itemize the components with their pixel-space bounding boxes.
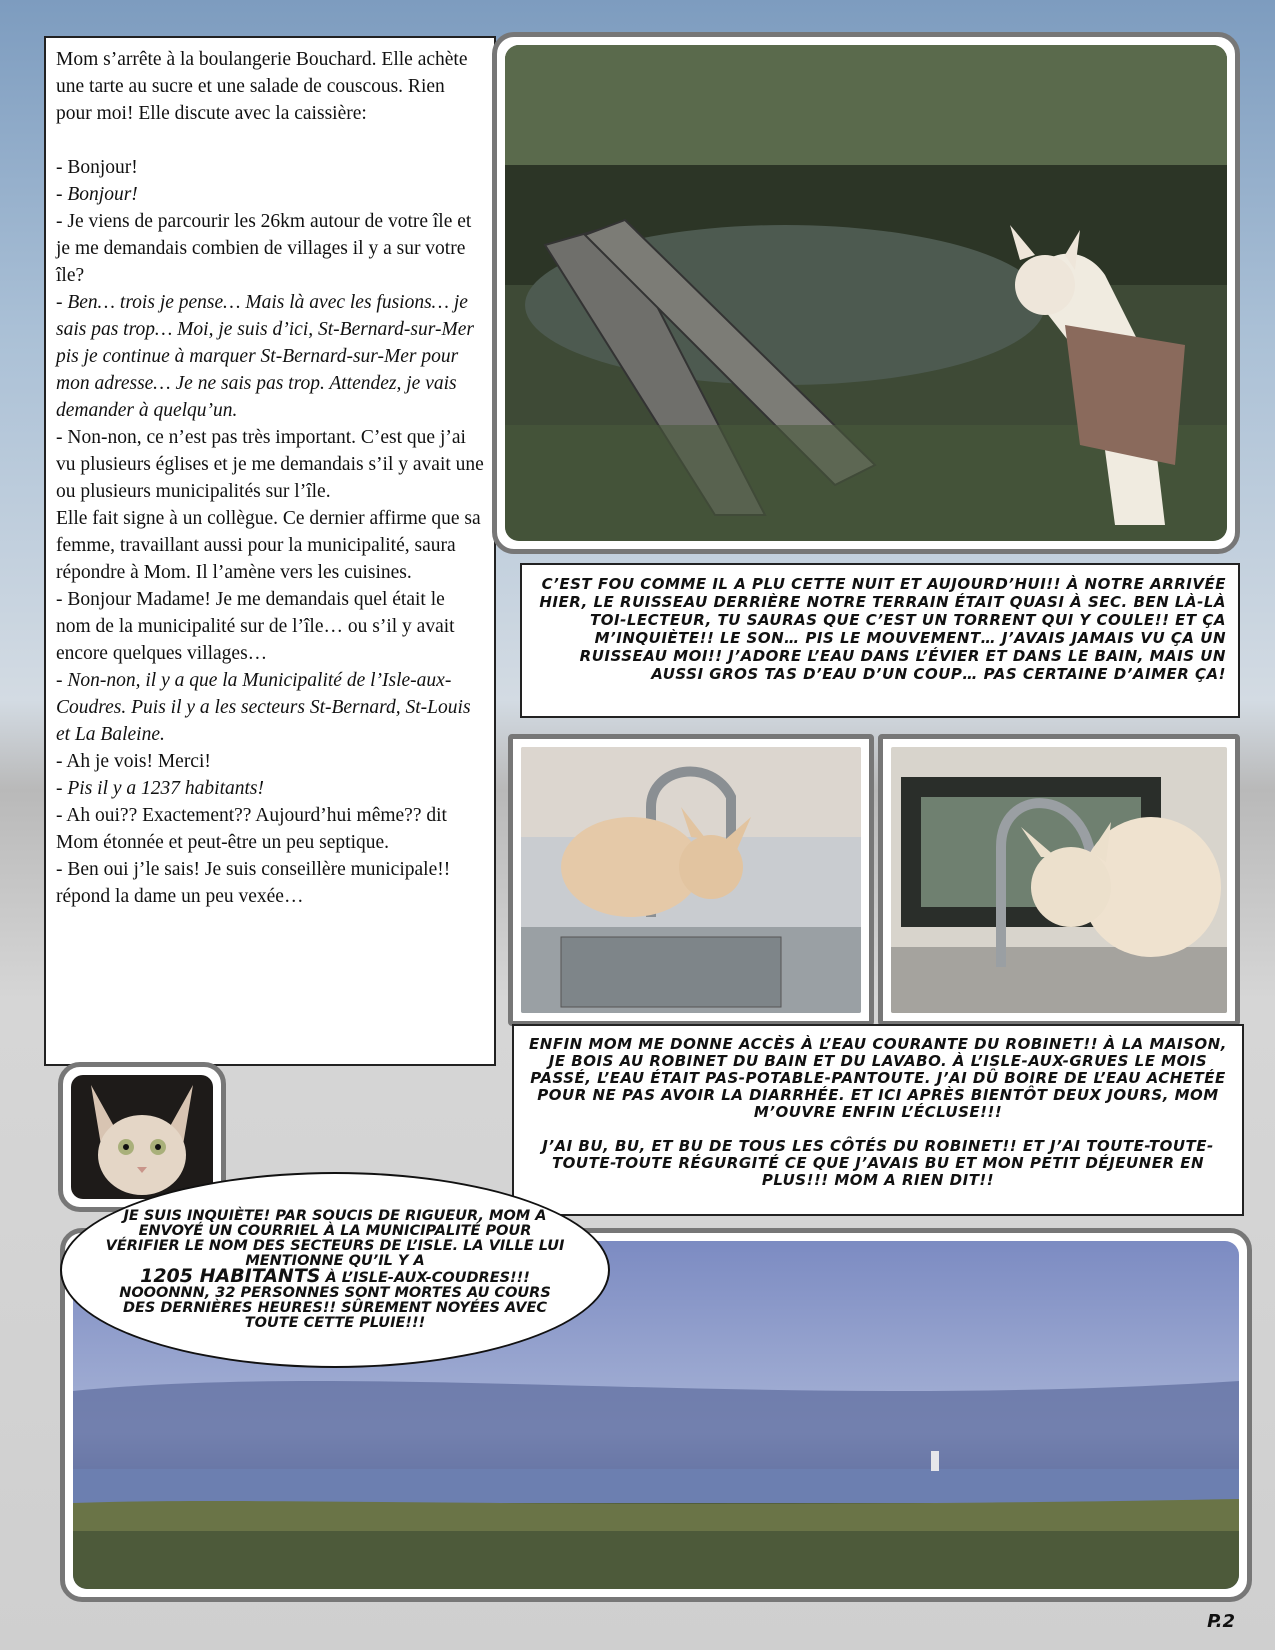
narration-line: - Je viens de parcourir les 26km autour de votre île et je me demandais combien de villages il y a sur votre île? [56, 211, 472, 286]
narration-line: - Ben oui j’le sais! Je suis conseillère municipale!! répond la dame un peu vexée… [56, 859, 451, 907]
caption-faucet-para1: ENFIN MOM ME DONNE ACCÈS À L’EAU COURANTE DU ROBINET!! À LA MAISON, JE BOIS AU ROBINET DU BAIN ET DU LAVABO. À L’ISLE-AUX-GRUES LE MOIS PASSÉ, L’EAU ÉTAIT PAS-POTABLE-PANTOUTE. J’AI DÛ BOIRE DE L’EAU ACHETÉE POUR NE PAS AVOIR LA DIARRHÉE. ET ICI APRÈS BIENTÔT DEUX JOURS, MOM M’OUVRE ENFIN L’ÉCLUSE!!! [529, 1035, 1227, 1121]
narration-line: - Ah oui?? Exactement?? Aujourd’hui même?? dit Mom étonnée et peut-être un peu septique. [56, 805, 447, 853]
narration-line: - Bonjour! [56, 157, 138, 178]
narration-line: - Ah je vois! Merci! [56, 751, 211, 772]
caption-creek: C’EST FOU COMME IL A PLU CETTE NUIT ET AUJOURD’HUI!! À NOTRE ARRIVÉE HIER, LE RUISSEAU DERRIÈRE NOTRE TERRAIN ÉTAIT QUASI À SEC. BEN LÀ-LÀ TOI-LECTEUR, TU SAURAS QUE C’EST UN TORRENT QUI Y COULE!! ET ÇA M’INQUIÈTE!! LE SON… PIS LE MOUVEMENT… J’AVAIS JAMAIS VU ÇA UN RUISSEAU MOI!! J’ADORE L’EAU DANS L’ÉVIER ET DANS LE BAIN, MAIS UN AUSSI GROS TAS D’EAU D’UN COUP… PAS CERTAINE D’AIMER ÇA! [520, 563, 1240, 718]
panel-faucet-right [878, 734, 1240, 1026]
bubble-text-end: NOOONNN, 32 PERSONNES SONT MORTES AU COURS DES DERNIÈRES HEURES!! SÛREMENT NOYÉES AVEC TOUTE CETTE PLUIE!!! [119, 1285, 551, 1331]
narration-gap [56, 127, 484, 154]
faucet-photo-left [521, 747, 861, 1013]
narration-line: - Non-non, ce n’est pas très important. C’est que j’ai vu plusieurs églises et je me demandais s’il y avait une ou plusieurs municipalités sur l’île. [56, 427, 484, 502]
narration-line: - Non-non, il y a que la Municipalité de l’Isle-aux-Coudres. Puis il y a les secteurs St-Bernard, St-Louis et La Baleine. [56, 670, 471, 745]
narration-line: - Bonjour Madame! Je me demandais quel était le nom de la municipalité sur de l’île… ou s’il y avait encore quelques villages… [56, 589, 455, 664]
caption-faucet [512, 1024, 1244, 1216]
panel-creek [492, 32, 1240, 554]
narration-line: - Ben… trois je pense… Mais là avec les fusions… je sais pas trop… Moi, je suis d’ici, St-Bernard-sur-Mer pis je continue à marquer St-Bernard-sur-Mer pour mon adresse… Je ne sais pas trop. Attendez, je vais demander à quelqu’un. [56, 292, 474, 421]
panel-faucet-left [508, 734, 874, 1026]
narration-line: - Bonjour! [56, 184, 138, 205]
page-number: P.2 [1207, 1611, 1235, 1632]
caption-faucet-para2: J’AI BU, BU, ET BU DE TOUS LES CÔTÉS DU ROBINET!! ET J’AI TOUTE-TOUTE-TOUTE-TOUTE RÉGURGITÉ CE QUE J’AVAIS BU ET MON PETIT DÉJEUNER EN PLUS!!! MOM A RIEN DIT!! [542, 1137, 1214, 1189]
narration-line: Mom s’arrête à la boulangerie Bouchard. Elle achète une tarte au sucre et une salade de couscous. Rien pour moi! Elle discute avec la caissière: [56, 49, 468, 124]
bubble-text-place: À L’ISLE-AUX-COUDRES!!! [320, 1270, 530, 1286]
speech-bubble [60, 1172, 610, 1368]
narration-box [44, 36, 496, 1066]
narration-line: Elle fait signe à un collègue. Ce dernier affirme que sa femme, travaillant aussi pour la municipalité, saura répondre à Mom. Il l’amène vers les cuisines. [56, 508, 481, 583]
bubble-text-intro: JE SUIS INQUIÈTE! PAR SOUCIS DE RIGUEUR, MOM A ENVOYÉ UN COURRIEL À LA MUNICIPALITÉ POUR VÉRIFIER LE NOM DES SECTEURS DE L’ISLE. LA VILLE LUI MENTIONNE QU’IL Y A [105, 1208, 565, 1269]
faucet-photo-right [891, 747, 1227, 1013]
creek-photo [505, 45, 1227, 541]
narration-line: - Pis il y a 1237 habitants! [56, 778, 264, 799]
cat-portrait [71, 1075, 213, 1199]
bubble-highlight: 1205 HABITANTS [140, 1265, 321, 1287]
bubble-line-population [140, 1265, 530, 1287]
